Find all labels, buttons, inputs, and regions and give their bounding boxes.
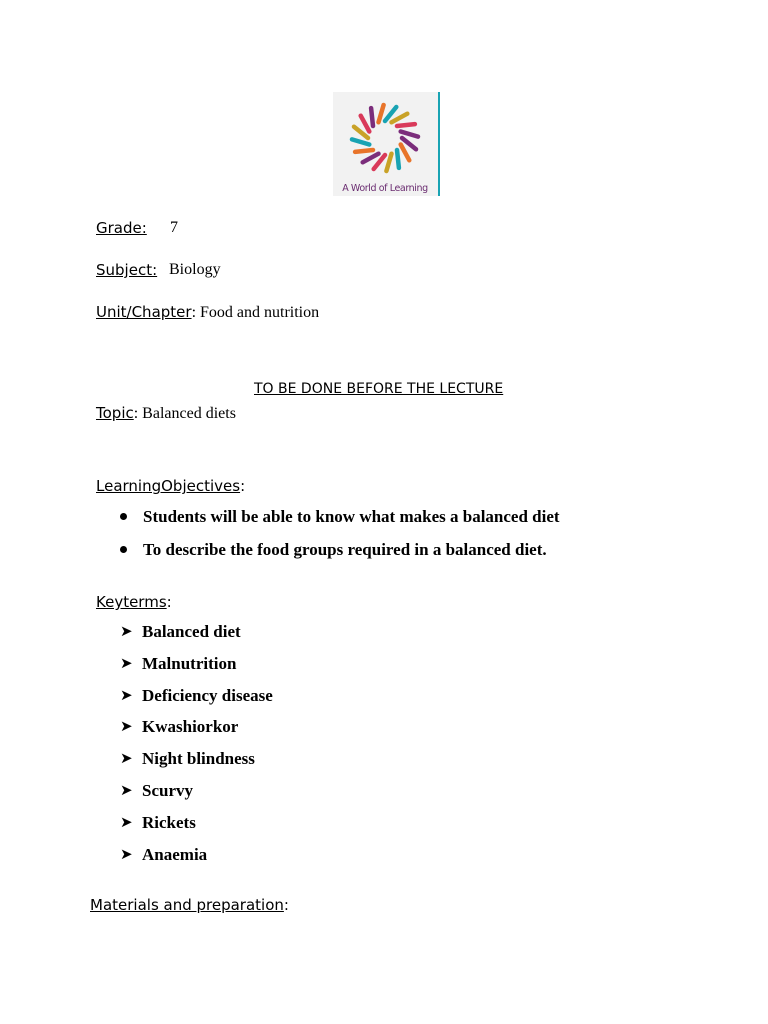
keyterm-item [120,845,520,877]
keyterm-text: Anaemia [142,844,208,864]
grade-label: Grade: [96,219,147,237]
arrow-bullet-icon: ➤ [120,622,133,640]
arrow-bullet-icon: ➤ [120,653,133,672]
keyterm-item [120,813,520,845]
keyterm-item [120,781,520,813]
keyterm-item [120,686,520,718]
materials-label: Materials and preparation [90,896,284,914]
logo-accent-bar [438,92,440,196]
objectives-heading [96,477,245,495]
topic-line [96,404,236,423]
objectives-colon: : [240,477,246,495]
keyterm-text: Night blindness [142,749,255,769]
logo-ray [401,145,410,161]
arrow-bullet-icon: ➤ [120,844,133,863]
keyterm-text: Malnutrition [142,653,237,673]
logo-ray [363,154,379,163]
arrow-bullet-icon: ➤ [120,717,133,736]
keyterms-list [120,622,520,876]
logo-ray [397,150,399,168]
objective-text: To describe the food groups required in a balanced diet. [143,539,547,559]
unit-label: Unit/Chapter [96,303,192,321]
keyterms-label: Keyterms [96,593,167,611]
objective-text: Students will be able to know what makes a balanced diet [143,507,560,526]
bullet-icon [120,513,127,520]
keyterm-text: Kwashiorkor [142,717,239,737]
keyterm-text: Scurvy [142,780,193,800]
logo-caption: A World of Learning [342,183,428,194]
materials-heading [90,896,289,914]
unit-line [96,303,319,322]
grade-value: 7 [170,219,178,236]
logo-ray [401,132,418,137]
subject-value: Biology [169,261,221,278]
objectives-label: LearningObjectives [96,477,241,495]
keyterm-item [120,749,520,781]
keyterms-heading [96,593,172,611]
keyterm-text: Balanced diet [142,622,241,641]
keyterm-text: Deficiency disease [142,685,273,705]
sunburst-logo-icon [333,92,437,196]
logo-ray [397,124,415,126]
logo-ray [379,105,384,122]
arrow-bullet-icon: ➤ [120,685,133,704]
keyterm-item [120,622,520,654]
school-logo [333,92,440,196]
topic-value: : Balanced diets [133,405,236,422]
objectives-list [120,507,720,572]
objective-item [120,540,720,573]
bullet-icon [120,546,127,553]
logo-ray [371,108,373,126]
subject-label: Subject: [96,261,158,279]
logo-ray [392,114,408,123]
logo-ray [352,139,369,144]
unit-value: : Food and nutrition [191,304,320,321]
logo-ray [355,150,373,152]
logo-ray [361,116,370,132]
arrow-bullet-icon: ➤ [120,812,133,831]
topic-label: Topic [96,404,134,422]
keyterms-colon: : [166,593,172,611]
arrow-bullet-icon: ➤ [120,749,133,768]
materials-colon: : [283,896,289,914]
keyterm-item [120,654,520,686]
keyterm-text: Rickets [142,812,196,832]
lecture-heading: TO BE DONE BEFORE THE LECTURE [254,381,504,397]
keyterm-item [120,717,520,749]
logo-ray [386,154,391,171]
objective-item [120,507,720,540]
arrow-bullet-icon: ➤ [120,780,133,799]
